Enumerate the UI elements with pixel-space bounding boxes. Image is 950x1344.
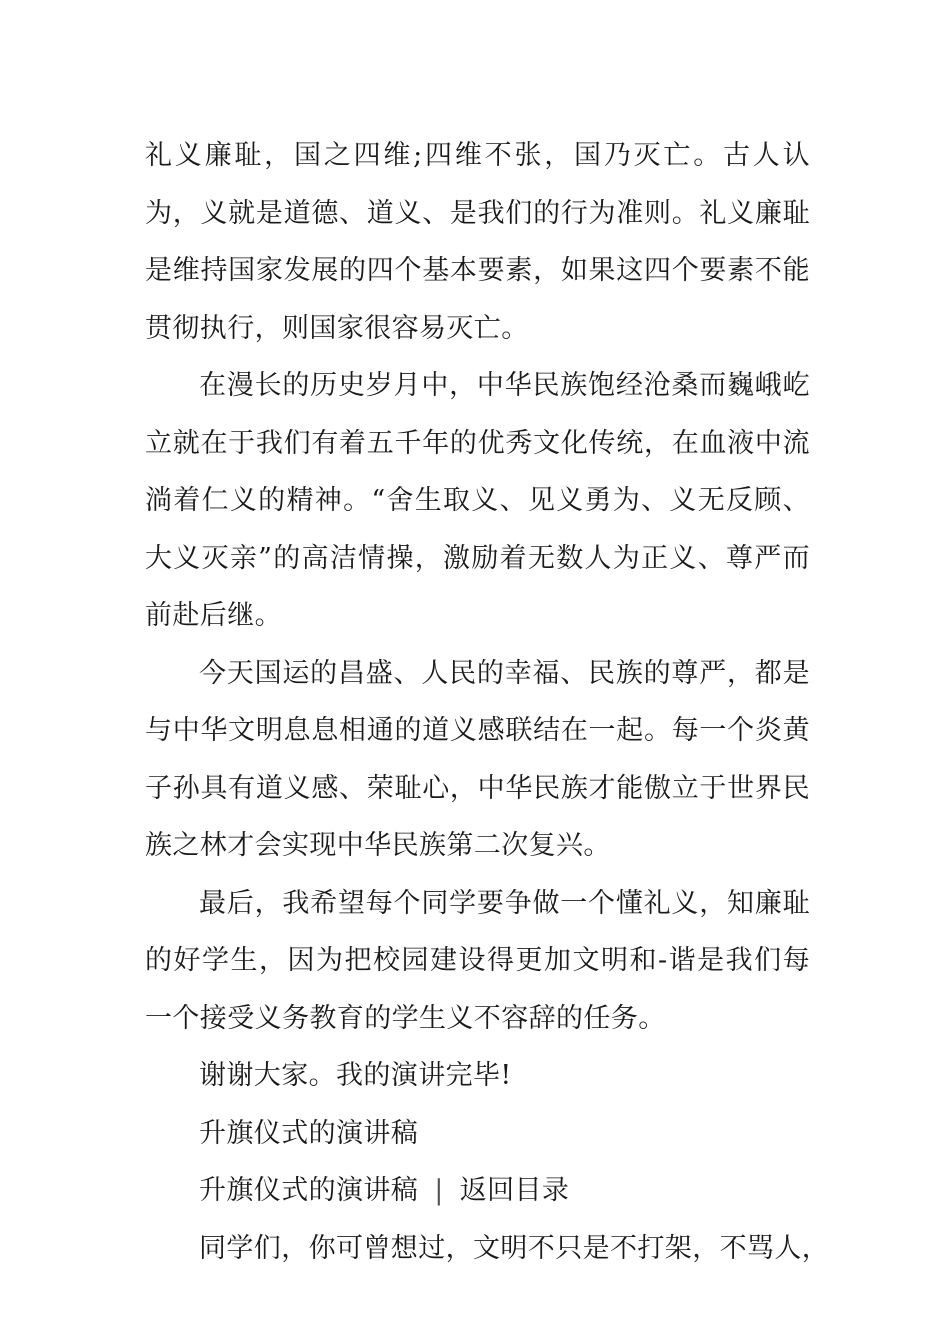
speech-title-link[interactable]: 升旗仪式的演讲稿 <box>199 1175 419 1206</box>
nav-separator: | <box>434 1175 444 1206</box>
back-to-toc-link[interactable]: 返回目录 <box>459 1175 570 1206</box>
paragraph-2: 在漫长的历史岁月中，中华民族饱经沧桑而巍峨屹立就在于我们有着五千年的优秀文化传统，在血液中流淌着仁义的精神。“舍生取义、见义勇为、义无反顾、大义灭亲”的高洁情操，激励着无数人为正义、尊严而前赴后继。 <box>145 370 810 631</box>
paragraph-3: 今天国运的昌盛、人民的幸福、民族的尊严，都是与中华文明息息相通的道义感联结在一起。每一个炎黄子孙具有道义感、荣耻心，中华民族才能傲立于世界民族之林才会实现中华民族第二次复兴。 <box>145 657 810 861</box>
section-title: 升旗仪式的演讲稿 <box>199 1117 419 1149</box>
document-body <box>145 127 830 1277</box>
closing-remark: 谢谢大家。我的演讲完毕! <box>199 1060 512 1091</box>
paragraph-1: 礼义廉耻，国之四维;四维不张，国乃灭亡。古人认为，义就是道德、道义、是我们的行为准则。礼义廉耻是维持国家发展的四个基本要素，如果这四个要素不能贯彻执行，则国家很容易灭亡。 <box>145 140 810 344</box>
final-paragraph: 同学们，你可曾想过，文明不只是不打架，不骂人， <box>199 1232 830 1264</box>
nav-row <box>145 1162 810 1220</box>
paragraph-4: 最后，我希望每个同学要争做一个懂礼义，知廉耻的好学生，因为把校园建设得更加文明和-谐是我们每一个接受义务教育的学生义不容辞的任务。 <box>145 887 810 1034</box>
